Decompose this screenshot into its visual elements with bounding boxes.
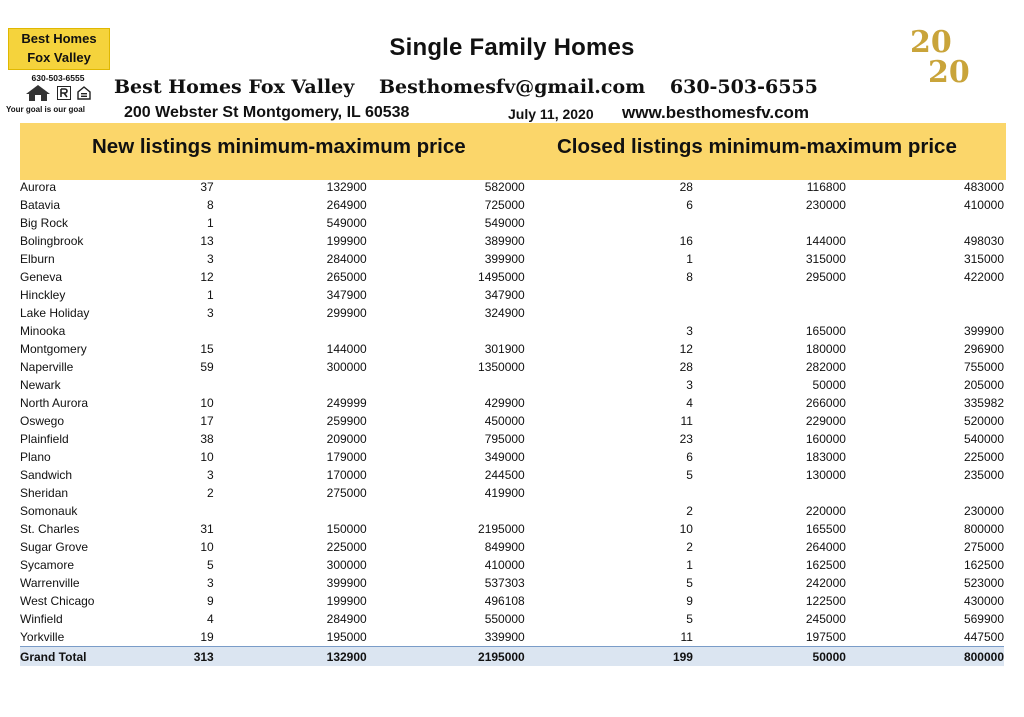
new-min-cell: 179000 [326, 450, 367, 464]
new-listings-header: New listings minimum-maximum price [92, 135, 466, 158]
closed-max-cell: 430000 [963, 594, 1004, 608]
closed-max-cell: 800000 [963, 522, 1004, 536]
closed-listings-header: Closed listings minimum-maximum price [557, 135, 957, 158]
city-cell: Hinckley [20, 288, 66, 302]
closed-max-cell: 335982 [963, 396, 1004, 410]
new-min-cell: 249999 [326, 396, 367, 410]
new-min-cell: 144000 [326, 342, 367, 356]
city-cell: North Aurora [20, 396, 89, 410]
new-count-cell: 4 [207, 612, 214, 626]
new-min-cell: 284000 [326, 252, 367, 266]
closed-min-cell: 183000 [805, 450, 846, 464]
closed-count-cell: 6 [686, 198, 693, 212]
closed-max-cell: 523000 [963, 576, 1004, 590]
new-count-cell: 3 [207, 468, 214, 482]
new-count-cell [173, 322, 214, 340]
closed-count-cell [525, 286, 693, 304]
city-cell: Geneva [20, 270, 63, 284]
year-badge [906, 22, 976, 88]
table-row [20, 430, 1004, 448]
closed-min-cell: 282000 [805, 360, 846, 374]
city-cell: Aurora [20, 180, 57, 194]
city-cell: Sandwich [20, 468, 73, 482]
closed-min-cell: 264000 [805, 540, 846, 554]
new-min-cell: 275000 [326, 486, 367, 500]
closed-count-cell: 16 [679, 234, 693, 248]
closed-min-cell: 242000 [805, 576, 846, 590]
table-row [20, 412, 1004, 430]
closed-max-cell: 235000 [963, 468, 1004, 482]
closed-min-cell: 220000 [805, 504, 846, 518]
new-min-cell: 347900 [326, 288, 367, 302]
brand-name: Best Homes Fox Valley [114, 76, 355, 98]
new-max-cell: 795000 [484, 432, 525, 446]
closed-min-cell: 165000 [805, 324, 846, 338]
new-min-cell [214, 322, 367, 340]
closed-max-cell: 225000 [963, 450, 1004, 464]
table-row [20, 340, 1004, 358]
new-max-cell [367, 502, 525, 520]
new-min-cell: 549000 [326, 216, 367, 230]
new-count-cell: 37 [200, 180, 214, 194]
closed-max-cell [846, 484, 1004, 502]
closed-max-cell: 162500 [963, 558, 1004, 572]
new-min-cell: 199900 [326, 234, 367, 248]
new-min-cell: 264900 [326, 198, 367, 212]
table-row [20, 466, 1004, 484]
new-count-cell: 8 [207, 198, 214, 212]
page-title: Single Family Homes [389, 34, 635, 61]
closed-count-cell: 2 [686, 540, 693, 554]
closed-count-cell: 3 [686, 324, 693, 338]
city-cell: Oswego [20, 414, 65, 428]
closed-count-cell: 9 [686, 594, 693, 608]
new-count-cell: 1 [207, 216, 214, 230]
new-min-cell: 265000 [326, 270, 367, 284]
city-cell: Yorkville [20, 630, 65, 644]
city-cell: Elburn [20, 252, 55, 266]
closed-count-cell: 8 [686, 270, 693, 284]
new-count-cell: 10 [200, 396, 214, 410]
closed-max-cell [846, 304, 1004, 322]
closed-min-cell [693, 286, 846, 304]
new-count-cell: 3 [207, 306, 214, 320]
city-cell: Grand Total [20, 647, 173, 667]
new-max-cell: 324900 [484, 306, 525, 320]
closed-max-cell: 483000 [963, 180, 1004, 194]
closed-min-cell: 50000 [693, 647, 846, 667]
table-row [20, 520, 1004, 538]
closed-min-cell: 160000 [805, 432, 846, 446]
realtor-icon [57, 86, 71, 100]
closed-max-cell: 540000 [963, 432, 1004, 446]
closed-count-cell: 2 [686, 504, 693, 518]
city-cell: Bolingbrook [20, 234, 84, 248]
city-cell: Sheridan [20, 486, 69, 500]
closed-count-cell: 12 [679, 342, 693, 356]
closed-min-cell: 295000 [805, 270, 846, 284]
closed-min-cell: 315000 [805, 252, 846, 266]
new-min-cell: 300000 [326, 360, 367, 374]
new-max-cell: 349000 [484, 450, 525, 464]
brand-phone[interactable]: 630-503-6555 [669, 76, 818, 98]
new-max-cell: 725000 [484, 198, 525, 212]
city-cell: Big Rock [20, 216, 69, 230]
grand-total-row [20, 647, 1004, 667]
table-row [20, 610, 1004, 628]
new-max-cell: 537303 [484, 576, 525, 590]
new-min-cell: 150000 [326, 522, 367, 536]
table-row [20, 592, 1004, 610]
new-min-cell: 284900 [326, 612, 367, 626]
table-row [20, 250, 1004, 268]
closed-min-cell: 180000 [805, 342, 846, 356]
address: 200 Webster St Montgomery, IL 60538 [124, 104, 410, 121]
table-row [20, 286, 1004, 304]
closed-count-cell: 6 [686, 450, 693, 464]
new-min-cell: 299900 [326, 306, 367, 320]
closed-min-cell: 230000 [805, 198, 846, 212]
new-count-cell: 38 [200, 432, 214, 446]
city-cell: Batavia [20, 198, 61, 212]
closed-max-cell: 498030 [963, 234, 1004, 248]
closed-max-cell: 205000 [963, 378, 1004, 392]
new-max-cell [367, 322, 525, 340]
logo-phone: 630-503-6555 [31, 73, 85, 83]
new-max-cell: 429900 [484, 396, 525, 410]
city-cell: Plano [20, 450, 51, 464]
closed-max-cell: 800000 [846, 647, 1004, 667]
closed-min-cell: 245000 [805, 612, 846, 626]
new-count-cell [173, 502, 214, 520]
closed-count-cell: 5 [686, 576, 693, 590]
new-max-cell: 2195000 [367, 647, 525, 667]
closed-count-cell: 23 [679, 432, 693, 446]
new-min-cell [214, 502, 367, 520]
closed-max-cell: 399900 [963, 324, 1004, 338]
table-row [20, 574, 1004, 592]
section-header-band [20, 123, 1006, 180]
closed-count-cell: 10 [679, 522, 693, 536]
new-min-cell [214, 376, 367, 394]
table-row [20, 628, 1004, 647]
closed-count-cell: 199 [525, 647, 693, 667]
closed-min-cell: 122500 [805, 594, 846, 608]
logo-tagline: Your goal is our goal [6, 105, 85, 114]
closed-min-cell: 50000 [812, 378, 846, 392]
new-max-cell: 549000 [484, 216, 525, 230]
new-max-cell: 2195000 [478, 522, 525, 536]
new-max-cell: 582000 [484, 180, 525, 194]
new-max-cell: 347900 [484, 288, 525, 302]
closed-min-cell: 197500 [805, 630, 846, 644]
closed-max-cell: 315000 [963, 252, 1004, 266]
new-count-cell: 17 [200, 414, 214, 428]
new-count-cell: 10 [200, 540, 214, 554]
city-cell: Warrenville [20, 576, 80, 590]
new-min-cell: 225000 [326, 540, 367, 554]
brand-line [114, 76, 836, 98]
listings-table [20, 178, 1004, 666]
closed-count-cell: 3 [686, 378, 693, 392]
new-max-cell [367, 376, 525, 394]
new-max-cell: 244500 [484, 468, 525, 482]
closed-count-cell: 4 [686, 396, 693, 410]
city-cell: Lake Holiday [20, 306, 90, 320]
city-cell: Minooka [20, 324, 66, 338]
new-count-cell: 12 [200, 270, 214, 284]
table-row [20, 214, 1004, 232]
closed-count-cell: 28 [679, 360, 693, 374]
logo-icons [8, 84, 108, 102]
table-row [20, 304, 1004, 322]
new-min-cell: 132900 [326, 180, 367, 194]
closed-max-cell: 520000 [963, 414, 1004, 428]
table-row [20, 196, 1004, 214]
new-count-cell: 313 [173, 647, 214, 667]
table-row [20, 358, 1004, 376]
city-cell: Naperville [20, 360, 74, 374]
closed-min-cell: 144000 [805, 234, 846, 248]
closed-max-cell: 296900 [963, 342, 1004, 356]
new-max-cell: 339900 [484, 630, 525, 644]
table-row [20, 556, 1004, 574]
city-cell: Newark [20, 378, 61, 392]
closed-count-cell: 11 [680, 414, 693, 428]
table-row [20, 322, 1004, 340]
city-cell: West Chicago [20, 594, 95, 608]
closed-max-cell: 230000 [963, 504, 1004, 518]
closed-min-cell: 229000 [805, 414, 846, 428]
new-min-cell: 170000 [326, 468, 367, 482]
closed-count-cell [525, 484, 693, 502]
new-max-cell: 410000 [484, 558, 525, 572]
closed-min-cell: 266000 [805, 396, 846, 410]
city-cell: Somonauk [20, 504, 78, 518]
new-count-cell: 1 [207, 288, 214, 302]
table-row [20, 178, 1004, 196]
closed-count-cell: 11 [680, 630, 693, 644]
equal-housing-icon [77, 86, 91, 100]
new-count-cell: 59 [200, 360, 214, 374]
new-max-cell: 301900 [484, 342, 525, 356]
new-count-cell: 2 [207, 486, 214, 500]
new-count-cell: 15 [200, 342, 214, 356]
closed-min-cell [693, 214, 846, 232]
table-row [20, 232, 1004, 250]
closed-min-cell: 116800 [806, 180, 846, 194]
table-row [20, 376, 1004, 394]
website-link[interactable]: www.besthomesfv.com [622, 103, 810, 122]
closed-min-cell: 162500 [805, 558, 846, 572]
new-min-cell: 399900 [326, 576, 367, 590]
city-cell: Montgomery [20, 342, 87, 356]
closed-max-cell: 422000 [963, 270, 1004, 284]
new-count-cell: 3 [207, 252, 214, 266]
closed-count-cell: 1 [686, 252, 693, 266]
closed-count-cell: 5 [686, 468, 693, 482]
city-cell: Winfield [20, 612, 63, 626]
new-max-cell: 849900 [484, 540, 525, 554]
new-min-cell: 195000 [326, 630, 367, 644]
table-row [20, 448, 1004, 466]
listings-table-body [20, 178, 1004, 666]
new-min-cell: 300000 [326, 558, 367, 572]
new-max-cell: 496108 [484, 594, 525, 608]
table-row [20, 394, 1004, 412]
report-date: July 11, 2020 [508, 106, 594, 122]
closed-min-cell [693, 304, 846, 322]
logo-line1: Best Homes [21, 31, 97, 46]
year-badge-bottom: 20 [928, 55, 970, 88]
closed-max-cell: 410000 [963, 198, 1004, 212]
closed-max-cell [846, 214, 1004, 232]
closed-max-cell: 755000 [963, 360, 1004, 374]
new-min-cell: 199900 [326, 594, 367, 608]
new-max-cell: 450000 [484, 414, 525, 428]
new-min-cell: 209000 [326, 432, 367, 446]
closed-max-cell: 447500 [963, 630, 1004, 644]
closed-max-cell: 275000 [963, 540, 1004, 554]
new-min-cell: 259900 [326, 414, 367, 428]
table-row [20, 484, 1004, 502]
new-max-cell: 1495000 [478, 270, 525, 284]
new-max-cell: 550000 [484, 612, 525, 626]
closed-min-cell: 130000 [805, 468, 846, 482]
city-cell: Plainfield [20, 432, 69, 446]
closed-count-cell: 28 [679, 180, 693, 194]
new-count-cell: 3 [207, 576, 214, 590]
year-badge-top: 20 [910, 25, 952, 60]
new-count-cell: 31 [200, 522, 214, 536]
brand-email[interactable]: Besthomesfv@gmail.com [378, 76, 646, 98]
new-max-cell: 389900 [484, 234, 525, 248]
house-icon [25, 84, 51, 102]
table-row [20, 268, 1004, 286]
city-cell: Sugar Grove [20, 540, 89, 554]
new-min-cell: 132900 [214, 647, 367, 667]
logo-line2: Fox Valley [27, 50, 91, 65]
closed-count-cell: 1 [686, 558, 693, 572]
new-count-cell: 10 [200, 450, 214, 464]
new-max-cell: 1350000 [478, 360, 525, 374]
new-count-cell: 13 [200, 234, 214, 248]
table-row [20, 538, 1004, 556]
new-count-cell: 9 [207, 594, 214, 608]
new-count-cell: 5 [207, 558, 214, 572]
closed-min-cell [693, 484, 846, 502]
closed-max-cell [846, 286, 1004, 304]
new-count-cell [173, 376, 214, 394]
closed-count-cell [525, 304, 693, 322]
city-cell: St. Charles [20, 522, 80, 536]
closed-max-cell: 569900 [963, 612, 1004, 626]
closed-min-cell: 165500 [805, 522, 846, 536]
city-cell: Sycamore [20, 558, 75, 572]
new-max-cell: 399900 [484, 252, 525, 266]
new-max-cell: 419900 [484, 486, 525, 500]
closed-count-cell: 5 [686, 612, 693, 626]
new-count-cell: 19 [200, 630, 214, 644]
table-row [20, 502, 1004, 520]
closed-count-cell [525, 214, 693, 232]
